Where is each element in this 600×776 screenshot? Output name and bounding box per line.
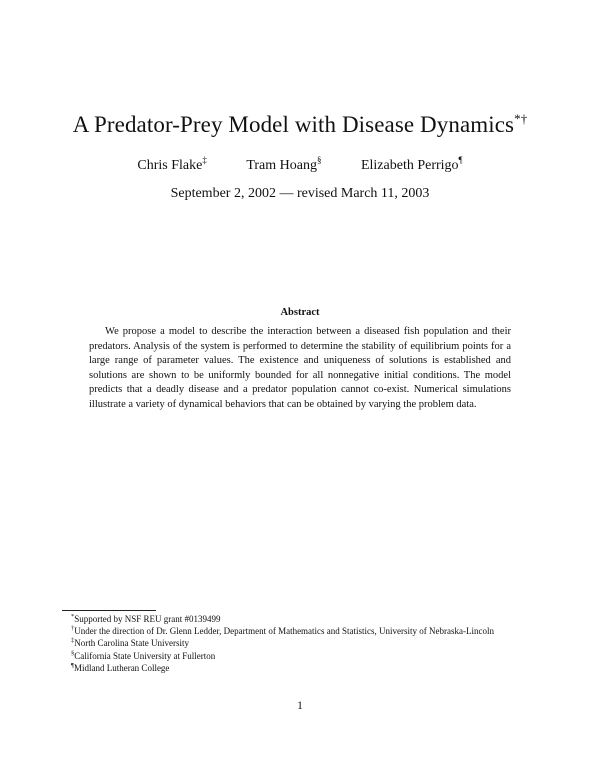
footnote-item — [62, 650, 540, 662]
footnote-item — [62, 637, 540, 649]
paper-title — [0, 112, 600, 138]
author-footnote-mark: ‡ — [202, 155, 207, 165]
footnote-item — [62, 625, 540, 637]
footnote-item — [62, 613, 540, 625]
footnote-text: North Carolina State University — [74, 638, 189, 649]
footnote-mark: † — [71, 625, 75, 633]
paper-date: September 2, 2002 — revised March 11, 2003 — [170, 186, 430, 201]
footnote-text: Midland Lutheran College — [73, 662, 170, 673]
author-2 — [246, 155, 322, 174]
page-number: 1 — [297, 700, 303, 712]
abstract-body: We propose a model to describe the interaction between a diseased fish population and their predators. Analysis of the system is performed to determine the stability of equilibrium points for a large range of parameter values. The existence and uniqueness of solutions is established and solutions are shown to be uniformly bounded for all nonnegative initial conditions. The model predicts that a deadly disease and a predator population cannot co-exist. Numerical simulations illustrate a variety of dynamical behaviors that can be obtained by varying the problem data. — [89, 326, 511, 410]
footnote-text: California State University at Fullerton — [74, 650, 216, 661]
footnote-mark: ‡ — [71, 637, 75, 645]
footnote-item — [62, 662, 540, 674]
author-name: Elizabeth Perrigo — [360, 158, 459, 173]
author-list — [0, 155, 600, 174]
author-3 — [360, 155, 463, 174]
footnote-mark: ¶ — [71, 661, 74, 669]
author-name: Tram Hoang — [246, 158, 317, 173]
footnote-text: Supported by NSF REU grant #0139499 — [74, 614, 221, 624]
paper-title-text: A Predator-Prey Model with Disease Dynamics — [72, 112, 515, 137]
author-1 — [137, 155, 207, 174]
author-name: Chris Flake — [137, 158, 203, 173]
footnote-mark: * — [71, 613, 75, 620]
footnote-divider — [62, 610, 156, 611]
footnote-text: Under the direction of Dr. Glenn Ledder, Department of Mathematics and Statistics, University of Nebraska-Lincoln — [74, 626, 495, 637]
footnote-list — [62, 613, 540, 674]
author-footnote-mark: § — [316, 155, 322, 165]
footnote-mark: § — [71, 649, 75, 657]
abstract-heading: Abstract — [280, 307, 320, 318]
author-footnote-mark: ¶ — [458, 155, 463, 165]
title-footnote-marks: *† — [514, 111, 528, 126]
